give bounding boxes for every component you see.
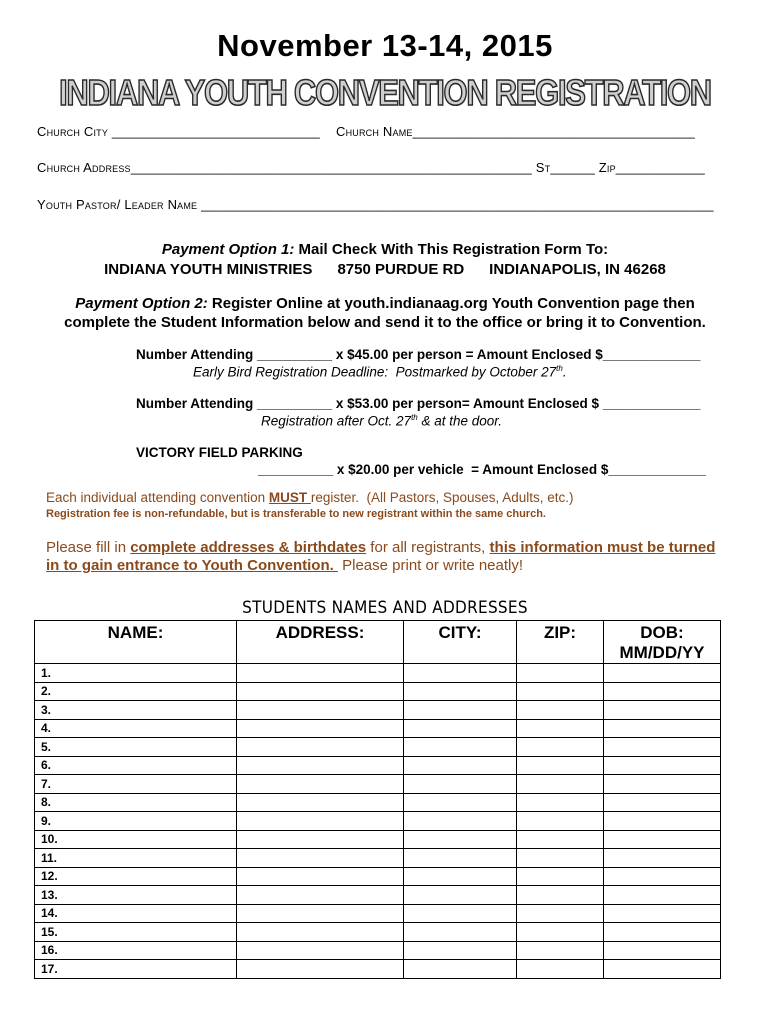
table-header-row	[35, 621, 721, 664]
youth-pastor-field[interactable]: Youth Pastor/ Leader Name _____________________________________________________________________	[37, 197, 714, 212]
row-number[interactable]: 6.	[35, 756, 237, 775]
address-cell[interactable]	[237, 886, 404, 905]
payment-option-1-label: Payment Option 1:	[161, 241, 295, 258]
fill-notice-line2	[46, 557, 523, 575]
dob-cell[interactable]	[604, 904, 721, 923]
must-post: register. (All Pastors, Spouses, Adults, etc.)	[310, 490, 574, 505]
table-row	[35, 738, 721, 757]
address-cell[interactable]	[237, 904, 404, 923]
dob-cell[interactable]	[604, 738, 721, 757]
payment-option-2-text: Register Online at youth.indianaag.org Youth Convention page then	[207, 295, 695, 312]
row-number[interactable]: 17.	[35, 960, 237, 979]
early-bird-calc[interactable]: Number Attending __________ x $45.00 per person = Amount Enclosed $_____________	[136, 347, 701, 362]
dob-cell[interactable]	[604, 793, 721, 812]
students-section-title: STUDENTS NAMES AND ADDRESSES	[242, 598, 528, 618]
row-number[interactable]: 11.	[35, 849, 237, 868]
church-city-field[interactable]: Church City ____________________________	[37, 124, 320, 139]
table-row	[35, 830, 721, 849]
address-cell[interactable]	[237, 738, 404, 757]
fill-post: Please print or write neatly!	[337, 557, 524, 574]
row-number[interactable]: 7.	[35, 775, 237, 794]
church-name-field[interactable]: Church Name______________________________________	[336, 124, 695, 139]
table-row	[35, 719, 721, 738]
dob-cell[interactable]	[604, 701, 721, 720]
city-cell[interactable]	[404, 738, 517, 757]
must-register-notice	[46, 490, 574, 505]
zip-cell[interactable]	[517, 756, 604, 775]
row-number[interactable]: 3.	[35, 701, 237, 720]
dob-cell[interactable]	[604, 682, 721, 701]
dob-cell[interactable]	[604, 941, 721, 960]
table-row	[35, 904, 721, 923]
page-title: INDIANA YOUTH CONVENTION REGISTRATION	[59, 72, 711, 113]
zip-cell[interactable]	[517, 886, 604, 905]
address-cell[interactable]	[237, 960, 404, 979]
late-note-end: & at the door.	[417, 413, 503, 429]
header-dob-label: DOB:	[640, 623, 684, 642]
city-cell[interactable]	[404, 941, 517, 960]
dob-cell[interactable]	[604, 867, 721, 886]
table-row	[35, 664, 721, 683]
row-number[interactable]: 13.	[35, 886, 237, 905]
row-number[interactable]: 14.	[35, 904, 237, 923]
refund-notice: Registration fee is non-refundable, but is transferable to new registrant within the same church.	[46, 508, 546, 520]
zip-cell[interactable]	[517, 867, 604, 886]
zip-cell[interactable]	[517, 849, 604, 868]
city-cell[interactable]	[404, 867, 517, 886]
address-cell[interactable]	[237, 775, 404, 794]
dob-cell[interactable]	[604, 886, 721, 905]
dob-cell[interactable]	[604, 756, 721, 775]
parking-calc[interactable]: __________ x $20.00 per vehicle = Amount Enclosed $_____________	[258, 462, 706, 477]
row-number[interactable]: 1.	[35, 664, 237, 683]
zip-cell[interactable]	[517, 719, 604, 738]
payment-option-1-text: Mail Check With This Registration Form To:	[294, 241, 609, 258]
must-pre: Each individual attending convention	[46, 490, 269, 505]
address-cell[interactable]	[237, 664, 404, 683]
table-row	[35, 941, 721, 960]
students-table	[34, 620, 721, 979]
city-cell[interactable]	[404, 812, 517, 831]
row-number[interactable]: 15.	[35, 923, 237, 942]
dob-cell[interactable]	[604, 719, 721, 738]
zip-cell[interactable]	[517, 738, 604, 757]
early-bird-note-sup: th	[556, 364, 563, 373]
late-registration-note	[261, 413, 502, 429]
payment-option-1	[0, 241, 770, 258]
row-number[interactable]: 5.	[35, 738, 237, 757]
header-dob	[604, 621, 721, 664]
address-cell[interactable]	[237, 941, 404, 960]
late-registration-calc[interactable]: Number Attending __________ x $53.00 per person= Amount Enclosed $ _____________	[136, 396, 701, 411]
table-row	[35, 775, 721, 794]
city-cell[interactable]	[404, 849, 517, 868]
header-name: NAME:	[35, 621, 237, 664]
fill-underline-2b: in to gain entrance to Youth Convention.	[46, 557, 338, 574]
fill-underline-2a: this information must be turned	[489, 539, 716, 556]
zip-cell[interactable]	[517, 960, 604, 979]
city-cell[interactable]	[404, 830, 517, 849]
dob-cell[interactable]	[604, 775, 721, 794]
event-date: November 13-14, 2015	[217, 28, 553, 63]
address-cell[interactable]	[237, 682, 404, 701]
table-row	[35, 849, 721, 868]
dob-cell[interactable]	[604, 830, 721, 849]
payment-option-2	[0, 295, 770, 312]
table-row	[35, 812, 721, 831]
zip-cell[interactable]	[517, 904, 604, 923]
table-row	[35, 756, 721, 775]
address-cell[interactable]	[237, 719, 404, 738]
city-cell[interactable]	[404, 701, 517, 720]
dob-cell[interactable]	[604, 960, 721, 979]
city-cell[interactable]	[404, 682, 517, 701]
zip-cell[interactable]	[517, 923, 604, 942]
zip-cell[interactable]	[517, 941, 604, 960]
row-number[interactable]: 12.	[35, 867, 237, 886]
table-row	[35, 701, 721, 720]
row-number[interactable]: 4.	[35, 719, 237, 738]
early-bird-note-end: .	[562, 364, 567, 380]
city-cell[interactable]	[404, 923, 517, 942]
must-word: MUST	[268, 490, 311, 505]
zip-cell[interactable]	[517, 830, 604, 849]
dob-cell[interactable]	[604, 923, 721, 942]
zip-cell[interactable]	[517, 812, 604, 831]
late-note-text: Registration after Oct. 27	[261, 413, 412, 429]
early-bird-note-text: Early Bird Registration Deadline: Postmarked by October 27	[193, 364, 557, 380]
table-row	[35, 960, 721, 979]
dob-cell[interactable]	[604, 664, 721, 683]
payment-option-2-line2: complete the Student Information below and send it to the office or bring it to Convention.	[64, 314, 706, 331]
city-cell[interactable]	[404, 664, 517, 683]
dob-cell[interactable]	[604, 849, 721, 868]
address-cell[interactable]	[237, 923, 404, 942]
address-cell[interactable]	[237, 701, 404, 720]
row-number[interactable]: 16.	[35, 941, 237, 960]
parking-label: VICTORY FIELD PARKING	[136, 445, 303, 460]
city-cell[interactable]	[404, 793, 517, 812]
row-number[interactable]: 2.	[35, 682, 237, 701]
city-cell[interactable]	[404, 904, 517, 923]
address-cell[interactable]	[237, 756, 404, 775]
zip-cell[interactable]	[517, 775, 604, 794]
table-row	[35, 886, 721, 905]
row-number[interactable]: 10.	[35, 830, 237, 849]
city-cell[interactable]	[404, 886, 517, 905]
city-cell[interactable]	[404, 775, 517, 794]
address-cell[interactable]	[237, 812, 404, 831]
table-row	[35, 682, 721, 701]
payment-option-2-label: Payment Option 2:	[75, 295, 208, 312]
zip-cell[interactable]	[517, 682, 604, 701]
address-cell[interactable]	[237, 867, 404, 886]
zip-cell[interactable]	[517, 793, 604, 812]
fill-notice-line1	[46, 539, 715, 557]
mailing-address: INDIANA YOUTH MINISTRIES 8750 PURDUE RD INDIANAPOLIS, IN 46268	[104, 261, 666, 278]
zip-cell[interactable]	[517, 701, 604, 720]
table-row	[35, 793, 721, 812]
header-zip: ZIP:	[517, 621, 604, 664]
fill-underline-1: complete addresses & birthdates	[130, 539, 367, 556]
row-number[interactable]: 8.	[35, 793, 237, 812]
address-cell[interactable]	[237, 830, 404, 849]
dob-cell[interactable]	[604, 812, 721, 831]
table-row	[35, 923, 721, 942]
city-cell[interactable]	[404, 719, 517, 738]
city-cell[interactable]	[404, 756, 517, 775]
row-number[interactable]: 9.	[35, 812, 237, 831]
header-address: ADDRESS:	[237, 621, 404, 664]
address-cell[interactable]	[237, 849, 404, 868]
fill-mid: for all registrants,	[366, 539, 490, 556]
church-address-field[interactable]: Church Address______________________________________________________ St______ Zip____________	[37, 160, 705, 175]
zip-cell[interactable]	[517, 664, 604, 683]
early-bird-note	[193, 364, 567, 380]
address-cell[interactable]	[237, 793, 404, 812]
header-city: CITY:	[404, 621, 517, 664]
table-row	[35, 867, 721, 886]
fill-pre: Please fill in	[46, 539, 131, 556]
late-note-sup: th	[411, 413, 418, 422]
header-dob-format: MM/DD/YY	[619, 643, 705, 662]
city-cell[interactable]	[404, 960, 517, 979]
